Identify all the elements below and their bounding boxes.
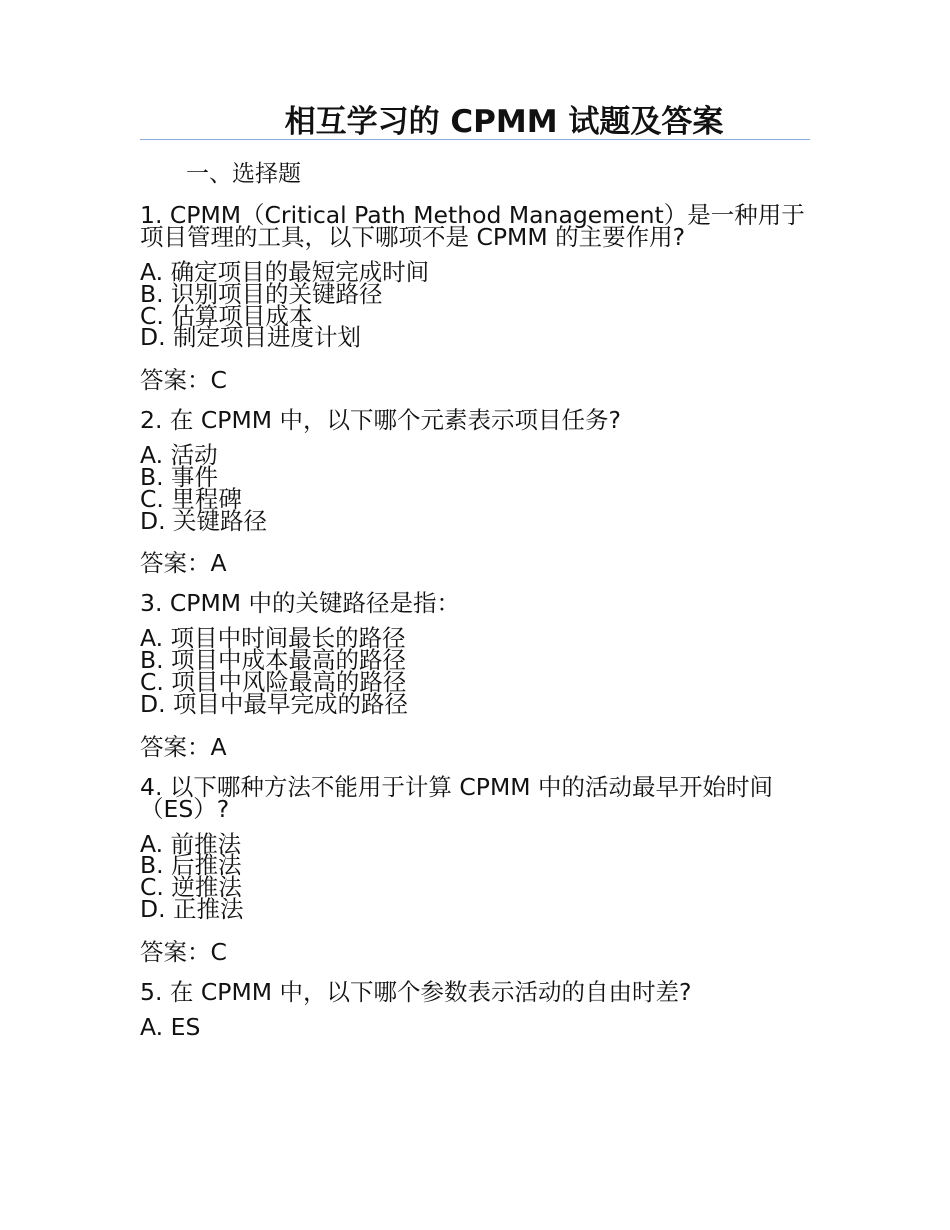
answer-text: 答案：C <box>140 937 227 966</box>
option-b: B. 事件 <box>140 462 219 491</box>
option-b: B. 后推法 <box>140 851 242 880</box>
option-b: B. 识别项目的关键路径 <box>140 279 383 308</box>
question-2 <box>140 407 810 576</box>
question-stem: 2. 在 CPMM 中，以下哪个元素表示项目任务? <box>140 406 621 435</box>
option-d: D. 关键路径 <box>140 506 268 535</box>
option-d: D. 正推法 <box>140 894 244 923</box>
question-stem: 1. CPMM（Critical Path Method Management）是一种用于项目管理的工具，以下哪项不是 CPMM 的主要作用? <box>140 201 805 251</box>
option-d: D. 制定项目进度计划 <box>140 323 362 352</box>
option-c: C. 逆推法 <box>140 873 242 902</box>
document-page <box>140 0 810 1230</box>
option-list <box>140 441 810 535</box>
option-a: A. ES <box>140 1012 201 1041</box>
document-title: 相互学习的 CPMM 试题及答案 <box>284 104 724 140</box>
option-b: B. 项目中成本最高的路径 <box>140 646 407 675</box>
option-list <box>140 829 810 923</box>
option-c: C. 项目中风险最高的路径 <box>140 667 407 696</box>
option-list <box>140 624 810 718</box>
question-stem: 5. 在 CPMM 中，以下哪个参数表示活动的自由时差? <box>140 977 692 1006</box>
option-list <box>140 1012 810 1041</box>
option-a: A. 项目中时间最长的路径 <box>140 624 406 653</box>
question-1 <box>140 202 810 393</box>
option-d: D. 项目中最早完成的路径 <box>140 689 409 718</box>
title-underline <box>140 139 810 140</box>
answer-text: 答案：C <box>140 366 227 395</box>
option-a: A. 确定项目的最短完成时间 <box>140 258 430 286</box>
answer-text: 答案：A <box>140 549 227 578</box>
option-a: A. 活动 <box>140 441 218 470</box>
question-list <box>140 202 810 1053</box>
question-5 <box>140 979 810 1039</box>
option-list <box>140 258 810 352</box>
option-c: C. 里程碑 <box>140 484 242 513</box>
question-stem: 4. 以下哪种方法不能用于计算 CPMM 中的活动最早开始时间（ES）? <box>140 772 773 823</box>
answer-text: 答案：A <box>140 732 227 761</box>
question-3 <box>140 590 810 759</box>
option-a: A. 前推法 <box>140 829 242 858</box>
question-4 <box>140 774 810 965</box>
option-c: C. 估算项目成本 <box>140 301 313 330</box>
section-heading: 一、选择题 <box>186 161 301 187</box>
question-stem: 3. CPMM 中的关键路径是指： <box>140 589 460 618</box>
